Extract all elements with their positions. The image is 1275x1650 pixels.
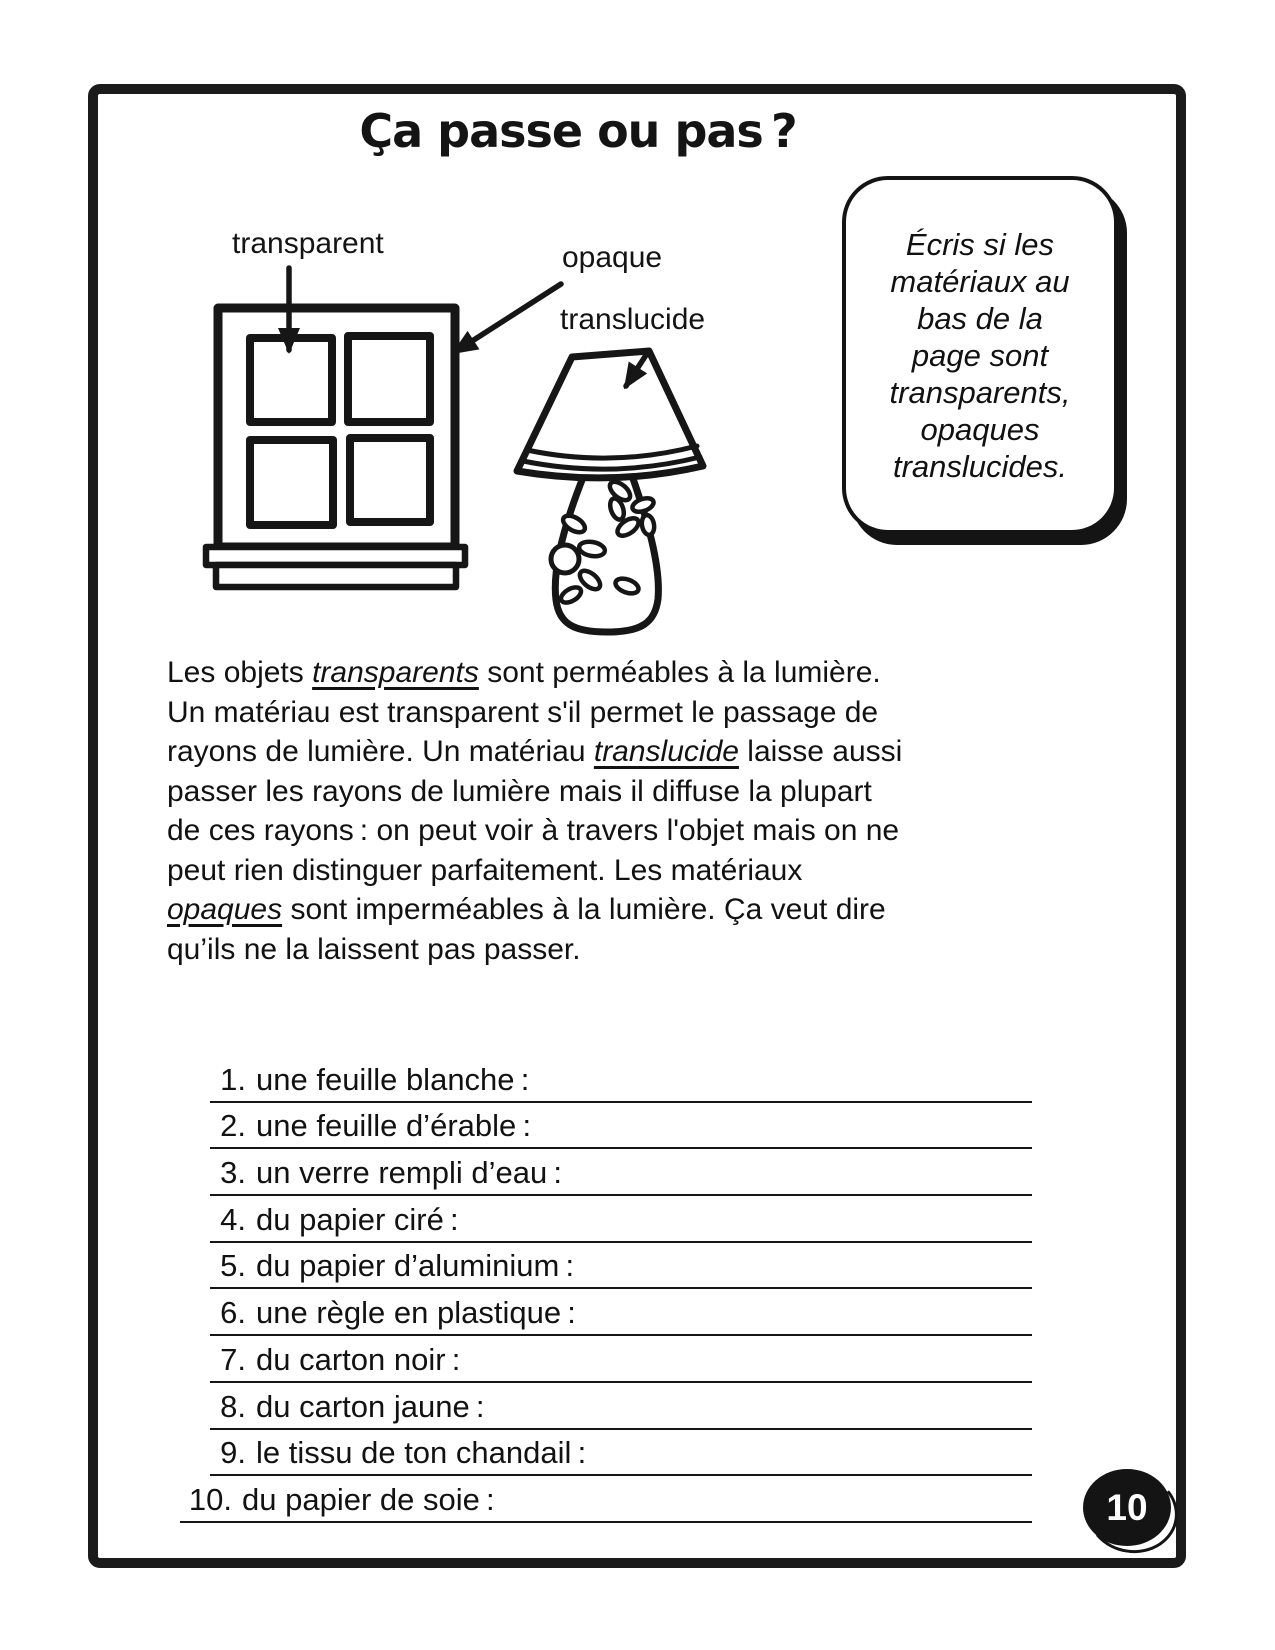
text-segment: Les objets	[167, 656, 313, 689]
question-number: 9.	[220, 1435, 246, 1471]
questions-list	[180, 1056, 1032, 1523]
question-label: du carton jaune :	[256, 1388, 485, 1424]
question-row	[180, 1476, 1032, 1523]
bubble-line: translucides.	[892, 449, 1068, 484]
question-label: du papier de soie :	[242, 1481, 495, 1517]
question-row	[210, 1289, 1032, 1336]
paragraph-line	[167, 890, 1057, 930]
question-number: 2.	[220, 1108, 246, 1144]
paragraph-line	[167, 653, 1057, 693]
bubble-line: bas de la	[917, 301, 1043, 336]
paragraph-line	[167, 930, 1057, 970]
question-label: un verre rempli d’eau :	[256, 1155, 563, 1191]
paragraph-line	[167, 693, 1057, 733]
bubble-line: Écris si les	[905, 227, 1055, 262]
paragraph-line	[167, 772, 1057, 812]
text-segment: Un matériau est transparent s'il permet le passage de	[167, 695, 879, 729]
page-number-badge	[1083, 1469, 1171, 1546]
question-number: 1.	[220, 1061, 246, 1097]
text-segment: laisse aussi	[738, 735, 903, 768]
question-number: 4.	[220, 1201, 246, 1237]
text-segment: sont imperméables à la lumière. Ça veut dire	[282, 893, 886, 926]
intro-paragraph	[167, 653, 1057, 969]
question-label: du papier d’aluminium :	[256, 1248, 575, 1284]
instruction-bubble	[842, 176, 1118, 534]
question-number: 10.	[188, 1481, 232, 1517]
key-term: opaques	[167, 893, 283, 926]
question-number: 3.	[220, 1155, 246, 1191]
question-label: une règle en plastique :	[256, 1295, 576, 1331]
paragraph-line	[167, 811, 1057, 851]
question-row	[210, 1149, 1032, 1196]
question-number: 6.	[220, 1295, 246, 1331]
question-label: une feuille d’érable :	[256, 1108, 532, 1144]
question-label: le tissu de ton chandail :	[256, 1435, 587, 1471]
question-label: du carton noir :	[256, 1341, 461, 1377]
question-row	[210, 1196, 1032, 1243]
question-label: du papier ciré :	[256, 1201, 459, 1237]
label-translucide: translucide	[560, 303, 706, 336]
question-label: une feuille blanche :	[256, 1061, 530, 1097]
question-number: 8.	[220, 1388, 246, 1424]
question-row	[210, 1103, 1032, 1150]
page-number: 10	[1106, 1486, 1148, 1528]
text-segment: rayons de lumière. Un matériau	[167, 735, 594, 768]
bubble-line: page sont	[911, 338, 1049, 373]
question-row	[210, 1383, 1032, 1430]
label-opaque: opaque	[562, 241, 663, 274]
text-segment: qu’ils ne la laissent pas passer.	[167, 932, 581, 966]
question-number: 7.	[220, 1341, 246, 1377]
key-term: translucide	[593, 735, 739, 768]
question-row	[210, 1243, 1032, 1290]
text-segment: sont perméables à la lumière.	[478, 656, 881, 689]
question-row	[210, 1336, 1032, 1383]
question-row	[210, 1430, 1032, 1477]
bubble-line: matériaux au	[890, 264, 1070, 299]
paragraph-line	[167, 732, 1057, 772]
text-segment: de ces rayons : on peut voir à travers l'objet mais on ne	[167, 814, 900, 847]
paragraph-line	[167, 851, 1057, 891]
key-term: transparents	[312, 656, 479, 689]
text-segment: peut rien distinguer parfaitement. Les matériaux	[167, 853, 803, 887]
label-transparent: transparent	[232, 227, 384, 260]
page-title: Ça passe ou pas ?	[359, 104, 797, 158]
question-row	[210, 1056, 1032, 1103]
text-segment: passer les rayons de lumière mais il diffuse la plupart	[167, 774, 872, 808]
bubble-line: opaques	[920, 412, 1040, 447]
question-number: 5.	[220, 1248, 246, 1284]
bubble-line: transparents,	[889, 375, 1071, 410]
